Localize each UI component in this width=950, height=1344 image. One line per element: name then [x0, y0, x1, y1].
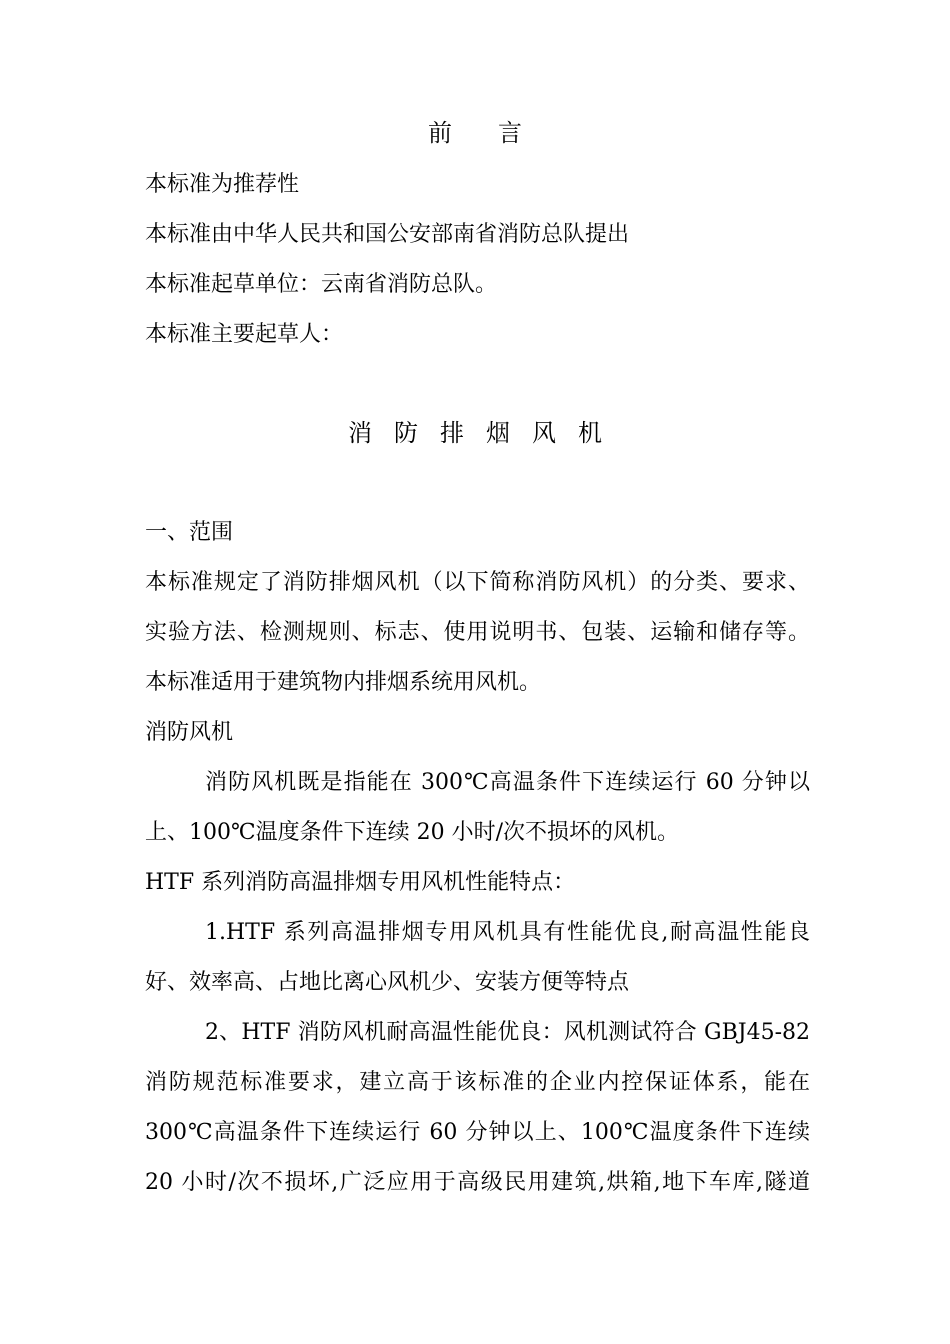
- feature-line: 消防规范标准要求，建立高于该标准的企业内控保证体系，能在: [145, 1070, 810, 1095]
- main-title: 消防排烟风机: [348, 419, 624, 447]
- preface-line: 本标准为推荐性: [145, 172, 300, 197]
- preface-line: 本标准主要起草人：: [145, 322, 344, 347]
- feature-line: 20 小时/次不损坏,广泛应用于高级民用建筑,烘箱,地下车库,隧道: [145, 1170, 810, 1195]
- preface-line: 本标准由中华人民共和国公安部南省消防总队提出: [145, 222, 630, 247]
- features-heading: HTF 系列消防高温排烟专用风机性能特点：: [145, 870, 576, 895]
- feature-line: 好、效率高、占地比离心风机少、安装方便等特点: [145, 970, 630, 995]
- preface-line: 本标准起草单位：云南省消防总队。: [145, 272, 498, 297]
- subheading: 消防风机: [145, 720, 234, 745]
- feature-line: 2、HTF 消防风机耐高温性能优良：风机测试符合 GBJ45-82: [205, 1020, 810, 1045]
- paragraph-line: 本标准适用于建筑物内排烟系统用风机。: [145, 670, 542, 695]
- definition-line: 消防风机既是指能在 300℃高温条件下连续运行 60 分钟以: [205, 770, 810, 795]
- paragraph-line: 实验方法、检测规则、标志、使用说明书、包装、运输和储存等。: [145, 620, 810, 645]
- feature-line: 1.HTF 系列高温排烟专用风机具有性能优良,耐高温性能良: [205, 920, 810, 945]
- definition-line: 上、100℃温度条件下连续 20 小时/次不损坏的风机。: [145, 820, 679, 845]
- section-heading: 一、范围: [145, 520, 234, 545]
- preface-title: 前言: [428, 119, 568, 147]
- feature-line: 300℃高温条件下连续运行 60 分钟以上、100℃温度条件下连续: [145, 1120, 810, 1145]
- paragraph-line: 本标准规定了消防排烟风机（以下简称消防风机）的分类、要求、: [145, 570, 810, 595]
